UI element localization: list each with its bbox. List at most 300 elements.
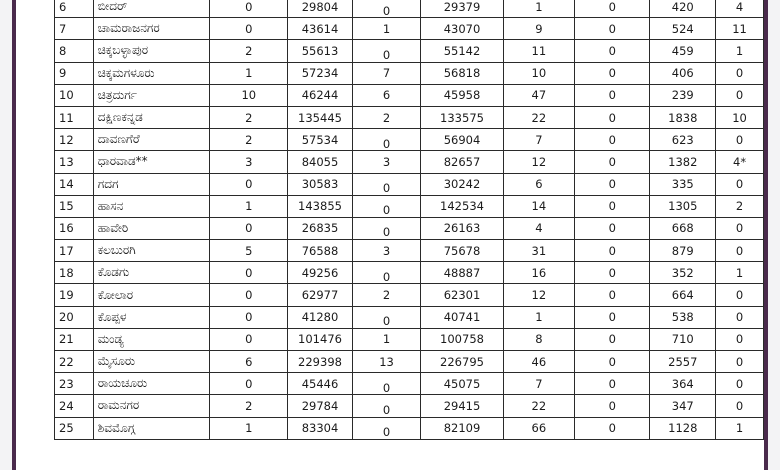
table-row [55, 328, 764, 350]
cell-text: 2 [245, 398, 253, 413]
cell-text: 335 [671, 177, 694, 192]
value-cell-c5 [503, 173, 574, 195]
cell-text: 226795 [440, 354, 484, 369]
serial-number-cell [55, 395, 94, 417]
cell-text: 19 [59, 288, 74, 303]
value-cell-c5 [503, 351, 574, 373]
district-name: ರಾಯಚೂರು [97, 376, 148, 391]
district-name: ಗದಗ [97, 176, 119, 191]
value-cell-c3 [352, 129, 420, 151]
cell-text: 29804 [301, 0, 339, 14]
cell-text: 1 [535, 310, 543, 325]
value-cell-c4 [421, 195, 503, 217]
value-cell-c5 [503, 0, 574, 18]
table-row [55, 395, 764, 417]
cell-text: 0 [608, 376, 616, 391]
district-name-cell [93, 0, 210, 18]
cell-text: 0 [382, 136, 391, 151]
value-cell-c2 [288, 106, 353, 128]
district-name-cell [93, 351, 210, 373]
district-name-cell [93, 240, 210, 262]
cell-text: 0 [608, 154, 616, 169]
cell-text: 0 [735, 221, 744, 236]
serial-number-cell [55, 62, 94, 84]
value-cell-c6 [574, 373, 649, 395]
cell-text: 0 [735, 310, 744, 325]
value-cell-c7 [650, 40, 716, 62]
value-cell-c6 [574, 40, 649, 62]
cell-text: 0 [735, 66, 744, 81]
cell-text: 0 [608, 88, 616, 103]
cell-text: 12 [531, 154, 547, 169]
cell-text: 623 [671, 132, 694, 147]
cell-text: 46 [531, 354, 547, 369]
value-cell-c2 [288, 417, 353, 439]
value-cell-c5 [503, 18, 574, 40]
cell-text: 11 [59, 110, 74, 125]
value-cell-c8 [716, 18, 764, 40]
district-name-cell [93, 40, 210, 62]
serial-number-cell [55, 284, 94, 306]
value-cell-c5 [503, 262, 574, 284]
value-cell-c7 [650, 18, 716, 40]
value-cell-c4 [421, 151, 503, 173]
table-row [55, 18, 764, 40]
cell-text: 133575 [440, 110, 484, 125]
cell-text: 26163 [443, 221, 481, 236]
cell-text: 0 [608, 199, 616, 214]
cell-text: 84055 [301, 154, 339, 169]
district-covid-table [54, 0, 764, 440]
cell-text: 49256 [301, 265, 339, 280]
value-cell-c2 [288, 328, 353, 350]
cell-text: 0 [245, 221, 253, 236]
table-row [55, 40, 764, 62]
cell-text: 1 [735, 43, 744, 58]
value-cell-c1 [210, 195, 288, 217]
cell-text: 239 [671, 88, 694, 103]
cell-text: 4* [733, 154, 747, 169]
district-name: ಹಾವೇರಿ [97, 220, 129, 235]
value-cell-c6 [574, 306, 649, 328]
cell-text: 0 [608, 398, 616, 413]
cell-text: 2 [382, 110, 391, 125]
value-cell-c4 [421, 129, 503, 151]
value-cell-c6 [574, 195, 649, 217]
value-cell-c8 [716, 195, 764, 217]
value-cell-c3 [352, 106, 420, 128]
value-cell-c8 [716, 151, 764, 173]
table-row [55, 351, 764, 373]
value-cell-c1 [210, 306, 288, 328]
cell-text: 31 [531, 243, 547, 258]
cell-text: 1 [535, 0, 543, 14]
cell-text: 29379 [443, 0, 481, 14]
value-cell-c7 [650, 417, 716, 439]
cell-text: 0 [735, 243, 744, 258]
value-cell-c5 [503, 106, 574, 128]
cell-text: 20 [59, 310, 74, 325]
cell-text: 21 [59, 332, 74, 347]
cell-text: 8 [59, 43, 67, 58]
value-cell-c4 [421, 262, 503, 284]
district-name-cell [93, 217, 210, 239]
value-cell-c1 [210, 0, 288, 18]
cell-text: 0 [382, 3, 391, 18]
value-cell-c1 [210, 18, 288, 40]
district-name-cell [93, 195, 210, 217]
cell-text: 0 [608, 110, 616, 125]
value-cell-c3 [352, 151, 420, 173]
cell-text: 0 [245, 265, 253, 280]
cell-text: 41280 [301, 310, 339, 325]
value-cell-c4 [421, 284, 503, 306]
value-cell-c2 [288, 351, 353, 373]
cell-text: 14 [59, 177, 74, 192]
cell-text: 0 [382, 203, 391, 218]
table-row [55, 84, 764, 106]
cell-text: 16 [531, 265, 547, 280]
value-cell-c2 [288, 306, 353, 328]
cell-text: 30583 [301, 177, 339, 192]
cell-text: 364 [671, 376, 694, 391]
value-cell-c4 [421, 40, 503, 62]
cell-text: 2557 [668, 354, 698, 369]
value-cell-c3 [352, 240, 420, 262]
district-name: ಮೈಸೂರು [97, 354, 136, 369]
cell-text: 7 [535, 376, 543, 391]
value-cell-c1 [210, 173, 288, 195]
cell-text: 43614 [301, 21, 339, 36]
value-cell-c8 [716, 240, 764, 262]
district-name-cell [93, 173, 210, 195]
value-cell-c1 [210, 106, 288, 128]
serial-number-cell [55, 306, 94, 328]
serial-number-cell [55, 106, 94, 128]
cell-text: 0 [608, 310, 616, 325]
value-cell-c8 [716, 328, 764, 350]
cell-text: 45958 [443, 88, 481, 103]
value-cell-c1 [210, 84, 288, 106]
cell-text: 0 [608, 132, 616, 147]
cell-text: 1 [735, 265, 744, 280]
district-name: ಬೀದರ್ [97, 0, 128, 14]
cell-text: 1 [735, 421, 744, 436]
value-cell-c6 [574, 240, 649, 262]
cell-text: 0 [382, 181, 391, 196]
cell-text: 2 [382, 288, 391, 303]
value-cell-c3 [352, 195, 420, 217]
cell-text: 420 [671, 0, 694, 14]
cell-text: 29784 [301, 398, 339, 413]
cell-text: 47 [531, 88, 547, 103]
cell-text: 45075 [443, 376, 481, 391]
cell-text: 406 [671, 66, 694, 81]
value-cell-c5 [503, 328, 574, 350]
cell-text: 83304 [301, 421, 339, 436]
district-name: ಚಿತ್ರದುರ್ಗ [97, 87, 137, 102]
cell-text: 3 [245, 154, 253, 169]
serial-number-cell [55, 351, 94, 373]
value-cell-c8 [716, 84, 764, 106]
cell-text: 6 [382, 88, 391, 103]
value-cell-c6 [574, 328, 649, 350]
serial-number-cell [55, 217, 94, 239]
serial-number-cell [55, 0, 94, 18]
cell-text: 0 [735, 288, 744, 303]
district-name-cell [93, 395, 210, 417]
value-cell-c8 [716, 173, 764, 195]
value-cell-c5 [503, 306, 574, 328]
cell-text: 7 [59, 21, 67, 36]
value-cell-c1 [210, 40, 288, 62]
cell-text: 4 [535, 221, 543, 236]
cell-text: 142534 [440, 199, 484, 214]
cell-text: 56904 [443, 132, 481, 147]
cell-text: 100758 [440, 332, 484, 347]
value-cell-c6 [574, 0, 649, 18]
value-cell-c4 [421, 0, 503, 18]
cell-text: 23 [59, 376, 74, 391]
value-cell-c2 [288, 262, 353, 284]
value-cell-c1 [210, 240, 288, 262]
cell-text: 459 [671, 43, 694, 58]
cell-text: 0 [382, 380, 391, 395]
value-cell-c7 [650, 129, 716, 151]
district-name: ಚಿಕ್ಕಬಳ್ಳಾಪುರ [97, 43, 149, 58]
district-name: ಕೊಪ್ಪಳ [97, 309, 127, 324]
cell-text: 2 [245, 132, 253, 147]
table-row [55, 373, 764, 395]
cell-text: 43070 [443, 21, 481, 36]
value-cell-c4 [421, 395, 503, 417]
value-cell-c3 [352, 373, 420, 395]
cell-text: 25 [59, 421, 74, 436]
district-name-cell [93, 262, 210, 284]
cell-text: 0 [608, 243, 616, 258]
serial-number-cell [55, 373, 94, 395]
table-row [55, 217, 764, 239]
cell-text: 30242 [443, 177, 481, 192]
value-cell-c2 [288, 0, 353, 18]
serial-number-cell [55, 417, 94, 439]
value-cell-c4 [421, 18, 503, 40]
value-cell-c7 [650, 217, 716, 239]
table-row [55, 284, 764, 306]
value-cell-c3 [352, 351, 420, 373]
value-cell-c6 [574, 217, 649, 239]
value-cell-c6 [574, 129, 649, 151]
cell-text: 62301 [443, 288, 481, 303]
value-cell-c5 [503, 40, 574, 62]
cell-text: 46244 [301, 88, 339, 103]
value-cell-c1 [210, 129, 288, 151]
district-name-cell [93, 417, 210, 439]
district-name-cell [93, 106, 210, 128]
value-cell-c6 [574, 284, 649, 306]
cell-text: 0 [245, 376, 253, 391]
value-cell-c2 [288, 217, 353, 239]
district-name-cell [93, 151, 210, 173]
district-name: ಕೋಲಾರ [97, 287, 134, 302]
cell-text: 2 [245, 110, 253, 125]
cell-text: 352 [671, 265, 694, 280]
value-cell-c5 [503, 373, 574, 395]
value-cell-c2 [288, 40, 353, 62]
value-cell-c4 [421, 62, 503, 84]
table-row [55, 62, 764, 84]
value-cell-c3 [352, 284, 420, 306]
district-name: ಶಿವಮೊಗ್ಗ [97, 420, 135, 435]
cell-text: 1838 [668, 110, 698, 125]
cell-text: 18 [59, 265, 74, 280]
district-name: ಚಾಮರಾಜನಗರ [97, 21, 160, 36]
cell-text: 1382 [668, 154, 698, 169]
cell-text: 0 [735, 398, 744, 413]
value-cell-c5 [503, 240, 574, 262]
value-cell-c7 [650, 395, 716, 417]
cell-text: 143855 [298, 199, 342, 214]
cell-text: 82109 [443, 421, 481, 436]
cell-text: 0 [735, 88, 744, 103]
cell-text: 6 [245, 354, 253, 369]
value-cell-c8 [716, 0, 764, 18]
cell-text: 57234 [301, 66, 339, 81]
serial-number-cell [55, 328, 94, 350]
value-cell-c1 [210, 395, 288, 417]
district-name-cell [93, 306, 210, 328]
district-name: ಕೊಡಗು [97, 265, 130, 280]
cell-text: 56818 [443, 66, 481, 81]
cell-text: 7 [535, 132, 543, 147]
value-cell-c7 [650, 0, 716, 18]
cell-text: 29415 [443, 398, 481, 413]
cell-text: 3 [382, 243, 391, 258]
value-cell-c7 [650, 195, 716, 217]
serial-number-cell [55, 151, 94, 173]
value-cell-c4 [421, 240, 503, 262]
value-cell-c3 [352, 417, 420, 439]
value-cell-c7 [650, 351, 716, 373]
cell-text: 0 [735, 376, 744, 391]
table-row [55, 306, 764, 328]
value-cell-c6 [574, 262, 649, 284]
cell-text: 26835 [301, 221, 339, 236]
value-cell-c5 [503, 417, 574, 439]
value-cell-c1 [210, 217, 288, 239]
cell-text: 524 [671, 21, 694, 36]
cell-text: 6 [59, 0, 67, 14]
value-cell-c2 [288, 18, 353, 40]
cell-text: 0 [245, 332, 253, 347]
cell-text: 0 [608, 288, 616, 303]
value-cell-c6 [574, 395, 649, 417]
cell-text: 6 [535, 177, 543, 192]
cell-text: 0 [608, 43, 616, 58]
value-cell-c3 [352, 395, 420, 417]
value-cell-c1 [210, 284, 288, 306]
district-name: ರಾಮನಗರ [97, 398, 140, 413]
value-cell-c8 [716, 40, 764, 62]
cell-text: 24 [59, 398, 74, 413]
cell-text: 0 [382, 269, 391, 284]
cell-text: 0 [245, 288, 253, 303]
value-cell-c2 [288, 151, 353, 173]
cell-text: 17 [59, 243, 74, 258]
value-cell-c8 [716, 417, 764, 439]
value-cell-c7 [650, 173, 716, 195]
district-name: ಚಿಕ್ಕಮಗಳೂರು [97, 65, 155, 80]
table-body [55, 0, 764, 439]
cell-text: 0 [735, 354, 744, 369]
cell-text: 9 [59, 66, 67, 81]
value-cell-c7 [650, 262, 716, 284]
value-cell-c1 [210, 151, 288, 173]
value-cell-c5 [503, 217, 574, 239]
table-row [55, 417, 764, 439]
cell-text: 12 [59, 132, 74, 147]
cell-text: 0 [608, 21, 616, 36]
cell-text: 0 [608, 177, 616, 192]
value-cell-c2 [288, 129, 353, 151]
cell-text: 66 [531, 421, 547, 436]
value-cell-c3 [352, 328, 420, 350]
value-cell-c5 [503, 195, 574, 217]
value-cell-c8 [716, 62, 764, 84]
district-name: ಹಾಸನ [97, 198, 124, 213]
cell-text: 0 [735, 332, 744, 347]
value-cell-c4 [421, 328, 503, 350]
district-name: ದಕ್ಷಿಣಕನ್ನಡ [97, 110, 143, 125]
district-name-cell [93, 284, 210, 306]
serial-number-cell [55, 262, 94, 284]
cell-text: 101476 [298, 332, 342, 347]
table-row [55, 106, 764, 128]
value-cell-c7 [650, 62, 716, 84]
value-cell-c7 [650, 373, 716, 395]
cell-text: 0 [382, 314, 391, 329]
cell-text: 1305 [668, 199, 698, 214]
cell-text: 668 [671, 221, 694, 236]
cell-text: 1128 [668, 421, 698, 436]
value-cell-c1 [210, 328, 288, 350]
cell-text: 1 [382, 21, 391, 36]
cell-text: 0 [608, 265, 616, 280]
value-cell-c3 [352, 84, 420, 106]
cell-text: 0 [382, 425, 391, 440]
cell-text: 45446 [301, 376, 339, 391]
document-page [12, 0, 768, 470]
value-cell-c2 [288, 284, 353, 306]
value-cell-c3 [352, 217, 420, 239]
value-cell-c4 [421, 84, 503, 106]
serial-number-cell [55, 18, 94, 40]
value-cell-c3 [352, 173, 420, 195]
serial-number-cell [55, 173, 94, 195]
value-cell-c5 [503, 284, 574, 306]
district-name-cell [93, 84, 210, 106]
cell-text: 16 [59, 221, 74, 236]
district-name-cell [93, 373, 210, 395]
value-cell-c6 [574, 18, 649, 40]
cell-text: 1 [245, 66, 253, 81]
value-cell-c7 [650, 328, 716, 350]
cell-text: 82657 [443, 154, 481, 169]
value-cell-c3 [352, 262, 420, 284]
value-cell-c1 [210, 351, 288, 373]
cell-text: 0 [608, 0, 616, 14]
cell-text: 13 [59, 154, 74, 169]
